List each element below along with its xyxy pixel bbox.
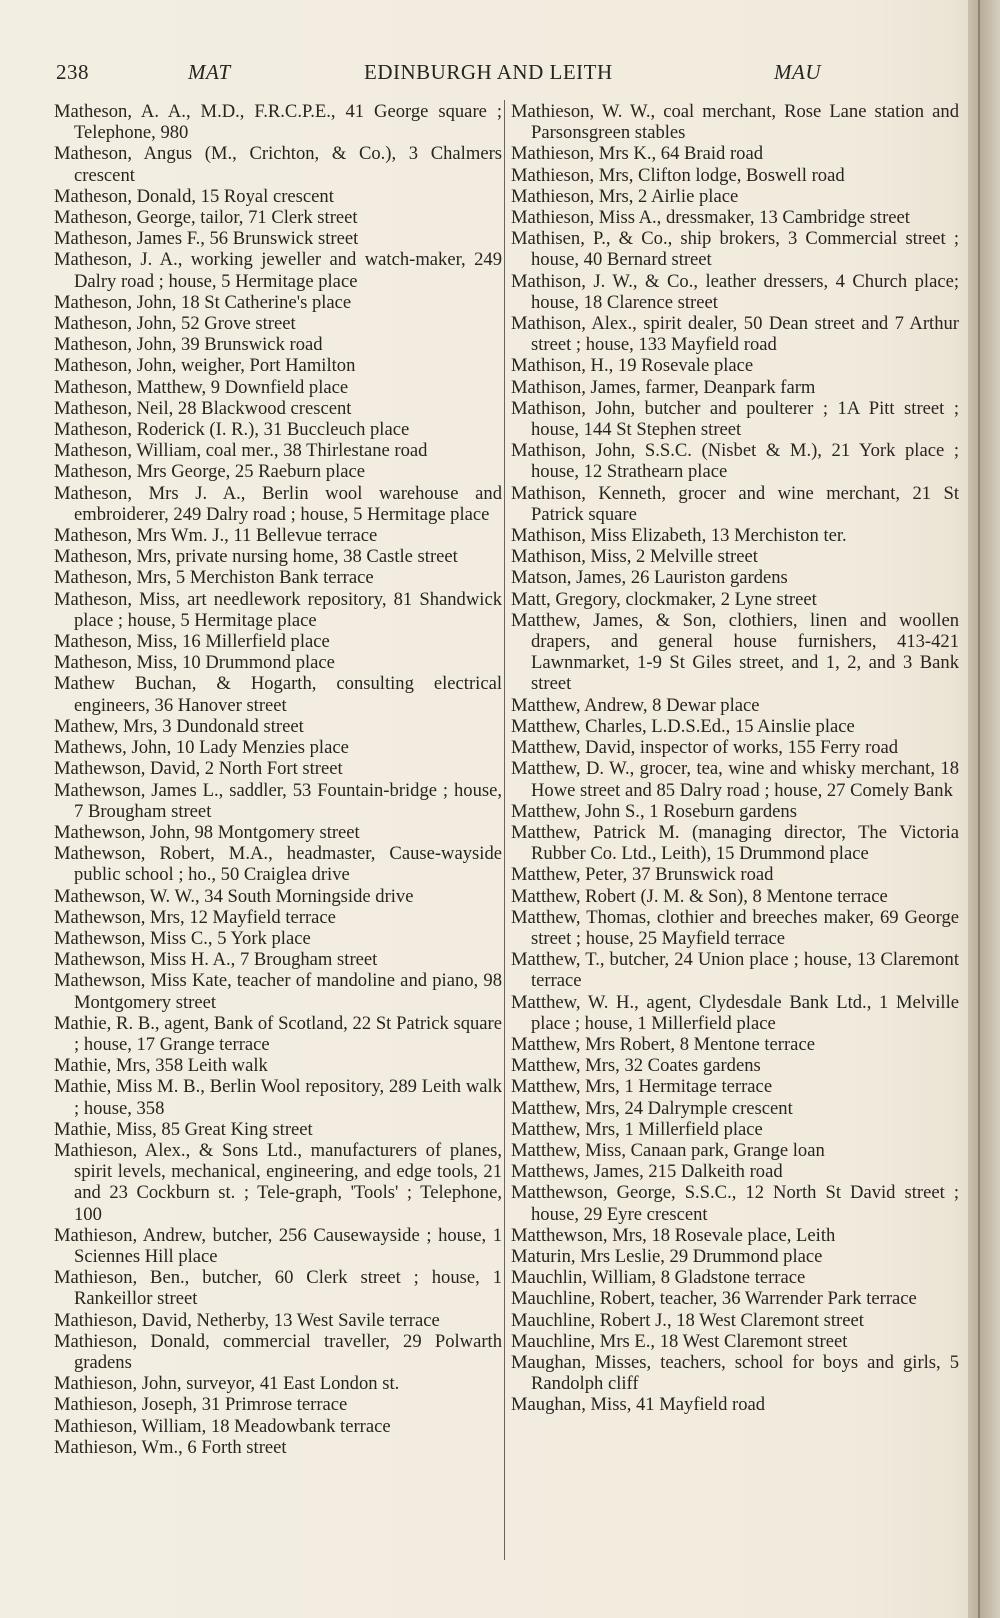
- directory-entry: Mathew, Mrs, 3 Dundonald street: [54, 715, 304, 737]
- page-header: [56, 60, 936, 90]
- directory-entry: Matthew, Patrick M. (managing director, The Victoria Rubber Co. Ltd., Leith), 15 Drummond place: [511, 821, 959, 865]
- directory-entry: Matthew, David, inspector of works, 155 Ferry road: [511, 737, 899, 759]
- directory-entry: Mathewson, W. W., 34 South Morningside drive: [54, 885, 414, 907]
- directory-entry: Mathison, John, butcher and poulterer ; 1A Pitt street ; house, 144 St Stephen street: [511, 397, 959, 441]
- directory-entry: Mathieson, Alex., & Sons Ltd., manufacturers of planes, spirit levels, mechanical, engineering, and edge tools, 21 and 23 Cockburn st. ; Tele-graph, 'Tools' ; Telephone, 100: [54, 1139, 502, 1225]
- directory-entry: Mathewson, Miss H. A., 7 Brougham street: [54, 949, 378, 971]
- directory-entry: Mathison, Miss Elizabeth, 13 Merchiston ter.: [511, 525, 847, 547]
- directory-entry: Matthewson, Mrs, 18 Rosevale place, Leith: [511, 1224, 836, 1246]
- directory-entry: Mathewson, Mrs, 12 Mayfield terrace: [54, 906, 336, 928]
- directory-entry: Mauchline, Robert J., 18 West Claremont street: [511, 1309, 864, 1331]
- directory-entry: Mathieson, W. W., coal merchant, Rose Lane station and Parsonsgreen stables: [511, 101, 959, 144]
- directory-entry: Matheson, Roderick (I. R.), 31 Buccleuch place: [54, 419, 410, 441]
- directory-entry: Mathieson, David, Netherby, 13 West Savile terrace: [54, 1309, 440, 1331]
- directory-entry: Mathewson, David, 2 North Fort street: [54, 758, 343, 780]
- directory-entry: Matheson, Miss, art needlework repository, 81 Shandwick place ; house, 5 Hermitage place: [54, 588, 502, 631]
- directory-entry: Matthew, D. W., grocer, tea, wine and whisky merchant, 18 Howe street and 85 Dalry road ; house, 27 Comely Bank: [511, 758, 959, 801]
- left-column: [54, 101, 502, 1458]
- directory-entry: Matthew, Thomas, clothier and breeches maker, 69 George street ; house, 25 Mayfield terrace: [511, 906, 959, 949]
- directory-entry: Mathison, Alex., spirit dealer, 50 Dean street and 7 Arthur street ; house, 133 Mayfield road: [511, 313, 959, 356]
- directory-entry: Mathewson, Miss C., 5 York place: [54, 927, 311, 949]
- directory-entry: Matheson, Neil, 28 Blackwood crescent: [54, 397, 352, 419]
- directory-entry: Matthew, Mrs Robert, 8 Mentone terrace: [511, 1033, 815, 1055]
- column-divider: [504, 100, 505, 1560]
- directory-entry: Matheson, Miss, 16 Millerfield place: [54, 631, 330, 653]
- directory-entry: Matheson, Miss, 10 Drummond place: [54, 652, 335, 674]
- directory-entry: Mathewson, Miss Kate, teacher of mandoline and piano, 98 Montgomery street: [54, 970, 502, 1013]
- directory-entry: Matthew, Peter, 37 Brunswick road: [511, 864, 774, 886]
- directory-entry: Mathison, John, S.S.C. (Nisbet & M.), 21 York place ; house, 12 Strathearn place: [511, 440, 959, 483]
- directory-entry: Matheson, A. A., M.D., F.R.C.P.E., 41 George square ; Telephone, 980: [54, 101, 502, 144]
- directory-entry: Matthewson, George, S.S.C., 12 North St David street ; house, 29 Eyre crescent: [511, 1182, 959, 1225]
- directory-entry: Mathieson, Joseph, 31 Primrose terrace: [54, 1394, 348, 1416]
- directory-entry: Matthew, Mrs, 32 Coates gardens: [511, 1055, 761, 1077]
- directory-entry: Mathews, John, 10 Lady Menzies place: [54, 737, 349, 759]
- directory-entry: Matheson, James F., 56 Brunswick street: [54, 228, 359, 250]
- directory-entry: Mathewson, Robert, M.A., headmaster, Cause-wayside public school ; ho., 50 Craiglea drive: [54, 843, 502, 886]
- directory-entry: Matheson, Donald, 15 Royal crescent: [54, 185, 334, 207]
- directory-entry: Mathieson, Andrew, butcher, 256 Causewayside ; house, 1 Sciennes Hill place: [54, 1224, 502, 1267]
- directory-entry: Maughan, Misses, teachers, school for boys and girls, 5 Randolph cliff: [511, 1351, 959, 1395]
- directory-entry: Matheson, George, tailor, 71 Clerk street: [54, 207, 358, 229]
- directory-entry: Mathieson, Ben., butcher, 60 Clerk street ; house, 1 Rankeillor street: [54, 1267, 502, 1310]
- directory-entry: Mathewson, John, 98 Montgomery street: [54, 821, 360, 843]
- directory-entry: Matheson, John, weigher, Port Hamilton: [54, 355, 356, 377]
- directory-entry: Matheson, J. A., working jeweller and watch-maker, 249 Dalry road ; house, 5 Hermitage place: [54, 249, 502, 292]
- directory-entry: Matthew, Andrew, 8 Dewar place: [511, 694, 760, 716]
- directory-entry: Mathewson, James L., saddler, 53 Fountain-bridge ; house, 7 Brougham street: [54, 779, 502, 822]
- directory-entry: Mathie, Miss, 85 Great King street: [54, 1118, 313, 1140]
- page-number: 238: [56, 60, 89, 84]
- directory-entry: Mathison, H., 19 Rosevale place: [511, 355, 754, 377]
- directory-entry: Mathie, R. B., agent, Bank of Scotland, 22 St Patrick square ; house, 17 Grange terrace: [54, 1012, 502, 1055]
- directory-entry: Mathison, James, farmer, Deanpark farm: [511, 376, 816, 398]
- directory-entry: Mathison, J. W., & Co., leather dressers, 4 Church place; house, 18 Clarence street: [511, 270, 959, 313]
- directory-entry: Maughan, Miss, 41 Mayfield road: [511, 1394, 766, 1416]
- directory-entry: Mathieson, John, surveyor, 41 East London st.: [54, 1373, 400, 1395]
- directory-entry: Mathieson, Mrs K., 64 Braid road: [511, 143, 764, 165]
- right-column: [511, 101, 959, 1416]
- directory-entry: Matthews, James, 215 Dalkeith road: [511, 1161, 783, 1183]
- directory-entry: Matheson, Matthew, 9 Downfield place: [54, 376, 349, 398]
- directory-entry: Mathew Buchan, & Hogarth, consulting electrical engineers, 36 Hanover street: [54, 673, 502, 716]
- directory-entry: Matheson, John, 52 Grove street: [54, 313, 296, 335]
- right-guide-word: MAU: [774, 60, 821, 84]
- directory-entry: Mathieson, Mrs, Clifton lodge, Boswell road: [511, 164, 845, 186]
- directory-entry: Mathieson, Wm., 6 Forth street: [54, 1436, 287, 1458]
- directory-entry: Mathison, Miss, 2 Melville street: [511, 546, 758, 568]
- directory-entry: Mathieson, Miss A., dressmaker, 13 Cambridge street: [511, 207, 910, 229]
- directory-entry: Matthew, Miss, Canaan park, Grange loan: [511, 1139, 825, 1161]
- directory-entry: Matheson, Mrs, 5 Merchiston Bank terrace: [54, 567, 374, 589]
- left-guide-word: MAT: [188, 60, 231, 84]
- directory-entry: Mathieson, Donald, commercial traveller, 29 Polwarth gradens: [54, 1330, 502, 1373]
- directory-entry: Matheson, Mrs, private nursing home, 38 Castle street: [54, 546, 458, 568]
- directory-entry: Matheson, Mrs J. A., Berlin wool warehouse and embroiderer, 249 Dalry road ; house, 5 Hermitage place: [54, 482, 502, 525]
- directory-entry: Matson, James, 26 Lauriston gardens: [511, 567, 788, 589]
- directory-entry: Mathie, Mrs, 358 Leith walk: [54, 1055, 268, 1077]
- directory-entry: Maturin, Mrs Leslie, 29 Drummond place: [511, 1245, 823, 1267]
- directory-entry: Mauchline, Mrs E., 18 West Claremont street: [511, 1330, 848, 1352]
- directory-entry: Mathisen, P., & Co., ship brokers, 3 Commercial street ; house, 40 Bernard street: [511, 228, 959, 271]
- directory-entry: Matthew, Mrs, 1 Hermitage terrace: [511, 1076, 773, 1098]
- directory-entry: Matthew, T., butcher, 24 Union place ; house, 13 Claremont terrace: [511, 949, 959, 992]
- directory-entry: Matthew, W. H., agent, Clydesdale Bank Ltd., 1 Melville place ; house, 1 Millerfield place: [511, 991, 959, 1034]
- directory-entry: Matt, Gregory, clockmaker, 2 Lyne street: [511, 588, 817, 610]
- directory-entry: Matheson, John, 39 Brunswick road: [54, 334, 323, 356]
- page-edge: [968, 0, 1000, 1618]
- directory-entry: Matthew, Mrs, 1 Millerfield place: [511, 1118, 763, 1140]
- directory-entry: Matthew, Mrs, 24 Dalrymple crescent: [511, 1097, 793, 1119]
- directory-entry: Matheson, Angus (M., Crichton, & Co.), 3 Chalmers crescent: [54, 143, 502, 186]
- directory-entry: Mathie, Miss M. B., Berlin Wool repository, 289 Leith walk ; house, 358: [54, 1076, 502, 1119]
- directory-entry: Matheson, John, 18 St Catherine's place: [54, 291, 352, 313]
- directory-entry: Matheson, William, coal mer., 38 Thirlestane road: [54, 440, 428, 462]
- directory-entry: Matheson, Mrs George, 25 Raeburn place: [54, 461, 366, 483]
- directory-entry: Matthew, John S., 1 Roseburn gardens: [511, 800, 797, 822]
- page-title: EDINBURGH AND LEITH: [364, 60, 613, 84]
- directory-entry: Matthew, Robert (J. M. & Son), 8 Mentone terrace: [511, 885, 888, 907]
- directory-entry: Mathison, Kenneth, grocer and wine merchant, 21 St Patrick square: [511, 482, 959, 525]
- directory-entry: Mauchline, Robert, teacher, 36 Warrender Park terrace: [511, 1288, 917, 1310]
- directory-entry: Mathieson, William, 18 Meadowbank terrace: [54, 1415, 391, 1437]
- directory-entry: Matthew, Charles, L.D.S.Ed., 15 Ainslie place: [511, 715, 855, 737]
- directory-entry: Mathieson, Mrs, 2 Airlie place: [511, 185, 739, 207]
- directory-entry: Matheson, Mrs Wm. J., 11 Bellevue terrace: [54, 525, 378, 547]
- page-edge-line: [978, 0, 980, 1618]
- directory-entry: Matthew, James, & Son, clothiers, linen and woollen drapers, and general house furnishers, 413-421 Lawnmarket, 1-9 St Giles street, and 1, 2, and 3 Bank street: [511, 609, 959, 695]
- directory-entry: Mauchlin, William, 8 Gladstone terrace: [511, 1267, 806, 1289]
